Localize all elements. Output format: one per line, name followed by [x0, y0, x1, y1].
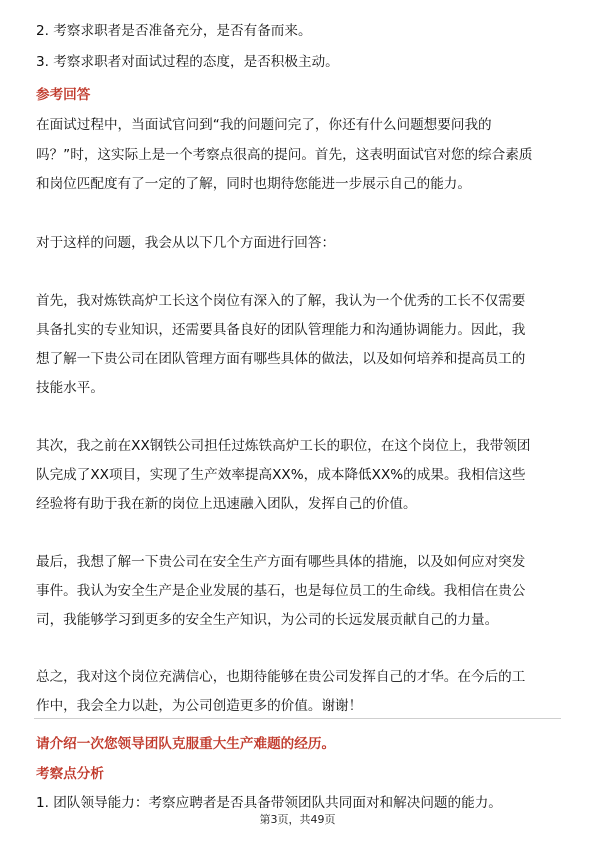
paragraph-line: 和岗位匹配度有了一定的了解，同时也期待您能进一步展示自己的能力。	[36, 176, 471, 192]
section-divider	[34, 718, 561, 719]
paragraph-line: 其次，我之前在XX钢铁公司担任过炼铁高炉工长的职位，在这个岗位上，我带领团	[36, 438, 531, 454]
paragraph-line: 技能水平。	[36, 380, 104, 396]
paragraph-line: 队完成了XX项目，实现了生产效率提高XX%，成本降低XX%的成果。我相信这些	[36, 467, 526, 483]
page-number-footer: 第3页，共49页	[259, 813, 336, 826]
paragraph-line: 在面试过程中，当面试官问到“我的问题问完了，你还有什么问题想要问我的	[36, 117, 492, 133]
paragraph-line: 吗？”时，这实际上是一个考察点很高的提问。首先，这表明面试官对您的综合素质	[36, 147, 533, 163]
list-item: 3. 考察求职者对面试过程的态度，是否积极主动。	[36, 54, 339, 70]
section-heading-reference-answer: 参考回答	[36, 87, 91, 103]
paragraph-line: 总之，我对这个岗位充满信心，也期待能够在贵公司发挥自己的才华。在今后的工	[36, 669, 526, 685]
paragraph-line: 司，我能够学习到更多的安全生产知识，为公司的长远发展贡献自己的力量。	[36, 612, 499, 628]
paragraph-line: 想了解一下贵公司在团队管理方面有哪些具体的做法，以及如何培养和提高员工的	[36, 351, 526, 367]
paragraph-line: 具备扎实的专业知识，还需要具备良好的团队管理能力和沟通协调能力。因此，我	[36, 322, 526, 338]
list-item: 2. 考察求职者是否准备充分，是否有备而来。	[36, 23, 312, 39]
paragraph-line: 对于这样的问题，我会从以下几个方面进行回答：	[36, 235, 336, 251]
question-heading: 请介绍一次您领导团队克服重大生产难题的经历。	[36, 736, 336, 752]
paragraph-line: 首先，我对炼铁高炉工长这个岗位有深入的了解，我认为一个优秀的工长不仅需要	[36, 293, 526, 309]
list-item: 1. 团队领导能力：考察应聘者是否具备带领团队共同面对和解决问题的能力。	[36, 795, 502, 811]
section-heading-analysis: 考察点分析	[36, 766, 104, 782]
paragraph-line: 最后，我想了解一下贵公司在安全生产方面有哪些具体的措施，以及如何应对突发	[36, 554, 526, 570]
paragraph-line: 经验将有助于我在新的岗位上迅速融入团队，发挥自己的价值。	[36, 496, 417, 512]
paragraph-line: 作中，我会全力以赴，为公司创造更多的价值。谢谢！	[36, 698, 363, 714]
paragraph-line: 事件。我认为安全生产是企业发展的基石，也是每位员工的生命线。我相信在贵公	[36, 583, 526, 599]
